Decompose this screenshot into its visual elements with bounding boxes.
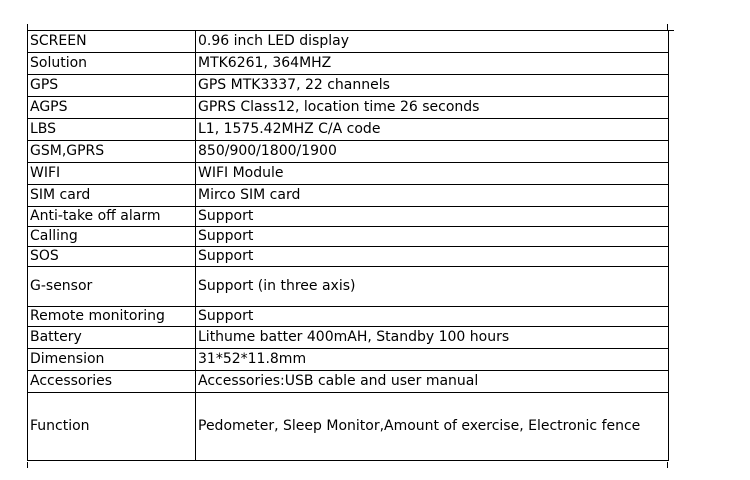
spec-value: 31*52*11.8mm [196, 349, 669, 371]
spec-value: Support [196, 207, 669, 227]
table-row [28, 327, 669, 349]
spec-value: Mirco SIM card [196, 185, 669, 207]
table-row [28, 119, 669, 141]
spec-value: MTK6261, 364MHZ [196, 53, 669, 75]
spec-label: G-sensor [28, 267, 196, 307]
spec-label: Calling [28, 227, 196, 247]
corner-tick [667, 462, 668, 468]
spec-label: LBS [28, 119, 196, 141]
table-row [28, 247, 669, 267]
spec-label: AGPS [28, 97, 196, 119]
spec-label: GSM,GPRS [28, 141, 196, 163]
spec-label: Function [28, 393, 196, 461]
spec-value: Support [196, 227, 669, 247]
spec-value: GPRS Class12, location time 26 seconds [196, 97, 669, 119]
spec-label: Remote monitoring [28, 307, 196, 327]
table-row [28, 349, 669, 371]
table-row [28, 163, 669, 185]
table-row [28, 75, 669, 97]
spec-value: Accessories:USB cable and user manual [196, 371, 669, 393]
spec-value: GPS MTK3337, 22 channels [196, 75, 669, 97]
spec-label: SCREEN [28, 31, 196, 53]
spec-value: 0.96 inch LED display [196, 31, 669, 53]
spec-label: WIFI [28, 163, 196, 185]
table-row [28, 31, 669, 53]
spec-value: Support [196, 307, 669, 327]
table-row [28, 97, 669, 119]
spec-label: SOS [28, 247, 196, 267]
spec-value: Support [196, 247, 669, 267]
spec-value: Lithume batter 400mAH, Standby 100 hours [196, 327, 669, 349]
spec-label: Solution [28, 53, 196, 75]
spec-table [27, 30, 669, 461]
spec-label: GPS [28, 75, 196, 97]
table-row [28, 141, 669, 163]
spec-label: Dimension [28, 349, 196, 371]
corner-tick [27, 462, 28, 468]
table-row [28, 185, 669, 207]
spec-value: Support (in three axis) [196, 267, 669, 307]
table-row [28, 307, 669, 327]
table-row [28, 227, 669, 247]
spec-value: WIFI Module [196, 163, 669, 185]
table-row [28, 207, 669, 227]
table-row [28, 267, 669, 307]
spec-value: Pedometer, Sleep Monitor,Amount of exercise, Electronic fence [196, 393, 669, 461]
table-row [28, 53, 669, 75]
spec-label: Accessories [28, 371, 196, 393]
spec-label: SIM card [28, 185, 196, 207]
table-row [28, 393, 669, 461]
spec-value: 850/900/1800/1900 [196, 141, 669, 163]
spec-label: Battery [28, 327, 196, 349]
table-row [28, 371, 669, 393]
spec-value: L1, 1575.42MHZ C/A code [196, 119, 669, 141]
spec-label: Anti-take off alarm [28, 207, 196, 227]
